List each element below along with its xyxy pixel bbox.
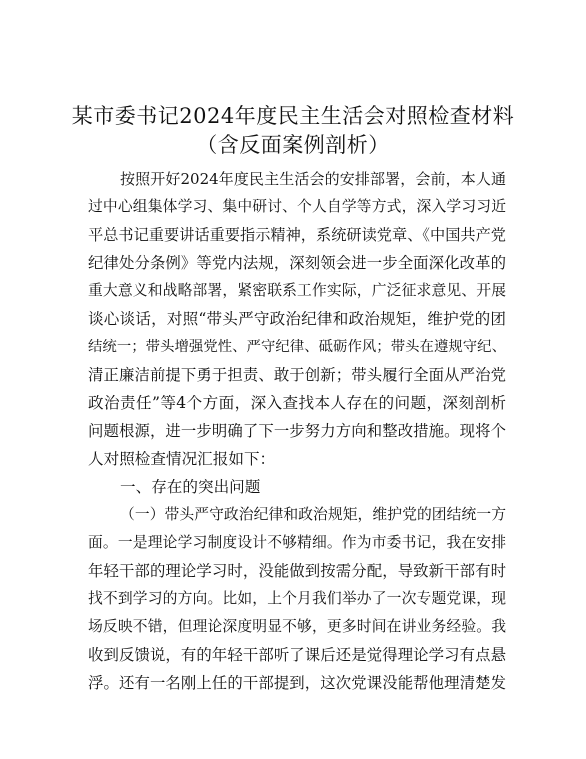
paragraph-line: 结统一；带头增强党性、严守纪律、砥砺作风；带头在遵规守纪、 xyxy=(88,339,506,355)
paragraph-line: 清正廉洁前提下勇于担责、敢于创新；带头履行全面从严治党 xyxy=(88,366,506,384)
document-title: 某市委书记2024年度民主生活会对照检查材料 xyxy=(71,104,515,128)
paragraph-line: 过中心组集体学习、集中研讨、个人自学等方式，深入学习习近 xyxy=(88,198,506,215)
paragraph-line: 浮。还有一名刚上任的干部提到，这次党课没能帮他理清楚发 xyxy=(88,674,506,692)
paragraph-line: 纪律处分条例》等党内法规，深刻领会进一步全面深化改革的 xyxy=(88,254,506,272)
paragraph-line: 面。一是理论学习制度设计不够精细。作为市委书记，我在安排 xyxy=(88,534,506,551)
paragraph-line: 按照开好2024年度民主生活会的安排部署，会前，本人通 xyxy=(120,170,506,188)
paragraph-line: （一）带头严守政治纪律和政治规矩，维护党的团结统一方 xyxy=(120,506,506,523)
paragraph-line: 谈心谈话，对照“带头严守政治纪律和政治规矩，维护党的团 xyxy=(88,310,506,328)
paragraph-line: 平总书记重要讲话重要指示精神，系统研读党章、《中国共产党 xyxy=(88,226,506,244)
paragraph-line: 政治责任”等4个方面，深入查找本人存在的问题，深刻剖析 xyxy=(88,394,506,412)
section-heading: 一、存在的突出问题 xyxy=(120,478,261,496)
paragraph-line: 重大意义和战略部署，紧密联系工作实际，广泛征求意见、开展 xyxy=(88,282,506,299)
paragraph-line: 问题根源，进一步明确了下一步努力方向和整改措施。现将个 xyxy=(88,422,506,440)
paragraph-line: 收到反馈说，有的年轻干部听了课后还是觉得理论学习有点悬 xyxy=(88,646,506,664)
paragraph-line: 年轻干部的理论学习时，没能做到按需分配，导致新干部有时 xyxy=(88,562,506,580)
paragraph-line: 场反映不错，但理论深度明显不够，更多时间在讲业务经验。我 xyxy=(88,618,506,635)
paragraph-line: 人对照检查情况汇报如下： xyxy=(88,450,276,468)
document-subtitle: （含反面案例剖析） xyxy=(196,133,390,157)
paragraph-line: 找不到学习的方向。比如，上个月我们举办了一次专题党课，现 xyxy=(88,590,506,607)
